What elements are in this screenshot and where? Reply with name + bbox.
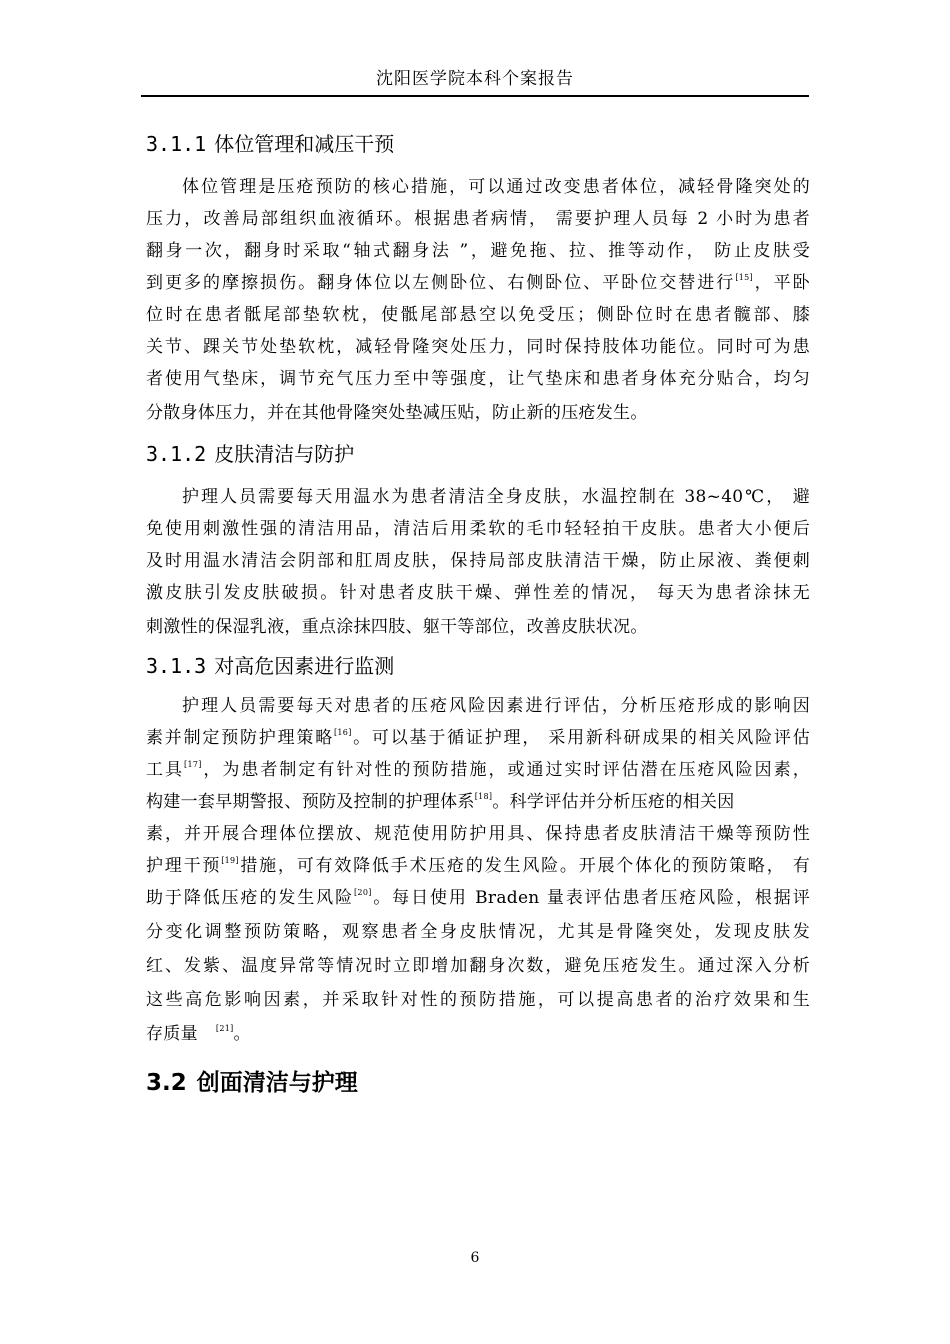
paragraph-line: 分散身体压力，并在其他骨隆突处垫减压贴，防止新的压疮发生。 xyxy=(146,403,648,423)
citation: [17] xyxy=(184,760,202,769)
citation: [15] xyxy=(735,273,753,282)
citation: [18] xyxy=(474,792,493,801)
section-title: 创面清洁与护理 xyxy=(196,1070,358,1096)
citation: [16] xyxy=(334,728,352,737)
paragraph-line: 者使用气垫床，调节充气压力至中等强度，让气垫床和患者身体充分贴合，均匀 xyxy=(146,369,810,389)
paragraph-line: 这些高危影响因素，并采取针对性的预防措施，可以提高患者的治疗效果和生 xyxy=(146,990,810,1010)
paragraph-line xyxy=(146,1019,810,1044)
paragraph-line: 护理人员需要每天对患者的压疮风险因素进行评估，分析压疮形成的影响因 xyxy=(182,696,810,716)
section-title: 皮肤清洁与防护 xyxy=(214,442,355,466)
paragraph-line: 护理人员需要每天用温水为患者清洁全身皮肤，水温控制在 38~40℃， 避 xyxy=(182,487,810,507)
line-text: 素并制定预防护理策略 xyxy=(146,728,334,748)
section-heading-3-1-2 xyxy=(146,438,354,467)
section-number: 3.1.1 xyxy=(146,132,207,156)
line-text: 助于降低压疮的发生风险 xyxy=(146,888,355,908)
section-number: 3.1.2 xyxy=(146,442,207,466)
line-text: 。科学评估并分析压疮的相关因 xyxy=(492,792,735,812)
page-header: 沈阳医学院本科个案报告 xyxy=(376,69,574,89)
line-text: 到更多的摩擦损伤。翻身体位以左侧卧位、右侧卧位、平卧位交替进行 xyxy=(146,273,736,293)
paragraph-line: 免使用刺激性强的清洁用品，清洁后用柔软的毛巾轻轻拍干皮肤。患者大小便后 xyxy=(146,519,810,539)
paragraph-line xyxy=(146,787,810,812)
section-number: 3.2 xyxy=(146,1070,187,1096)
citation: [20] xyxy=(354,888,372,897)
line-text: 。 xyxy=(233,1024,251,1044)
section-heading-3-2 xyxy=(146,1064,358,1097)
paragraph-line: 及时用温水清洁会阴部和肛周皮肤，保持局部皮肤清洁干燥，防止尿液、粪便刺 xyxy=(146,551,810,571)
section-number: 3.1.3 xyxy=(146,654,207,678)
paragraph-line: 激皮肤引发皮肤破损。针对患者皮肤干燥、弹性差的情况， 每天为患者涂抹无 xyxy=(146,583,810,603)
line-text: 护理干预 xyxy=(146,856,222,876)
paragraph-line: 体位管理是压疮预防的核心措施，可以通过改变患者体位，减轻骨隆突处的 xyxy=(182,177,810,197)
line-text: 。每日使用 Braden 量表评估患者压疮风险，根据评 xyxy=(371,888,810,908)
paragraph-line xyxy=(146,883,810,908)
citation: [21] xyxy=(215,1024,234,1033)
paragraph-line: 压力，改善局部组织血液循环。根据患者病情， 需要护理人员每 2 小时为患者 xyxy=(146,209,810,229)
paragraph-line xyxy=(146,723,810,748)
paragraph-line: 翻身一次，翻身时采取“轴式翻身法 ”，避免拖、拉、推等动作， 防止皮肤受 xyxy=(146,241,810,261)
section-title: 对高危因素进行监测 xyxy=(214,654,395,678)
header-rule xyxy=(141,95,809,97)
section-heading-3-1-3 xyxy=(146,650,394,679)
paragraph-line: 红、发紫、温度异常等情况时立即增加翻身次数，避免压疮发生。通过深入分析 xyxy=(146,956,810,976)
line-text: 。可以基于循证护理， 采用新科研成果的相关风险评估 xyxy=(351,728,811,748)
section-title: 体位管理和减压干预 xyxy=(214,132,395,156)
paragraph-line: 刺激性的保湿乳液，重点涂抹四肢、躯干等部位，改善皮肤状况。 xyxy=(146,617,648,637)
citation: [19] xyxy=(221,856,239,865)
line-text: 构建一套早期警报、预防及控制的护理体系 xyxy=(146,792,475,812)
paragraph-line: 位时在患者骶尾部垫软枕，使骶尾部悬空以免受压；侧卧位时在患者髋部、膝 xyxy=(146,305,810,325)
page-number: 6 xyxy=(470,1250,480,1266)
paragraph-line: 关节、踝关节处垫软枕，减轻骨隆突处压力，同时保持肢体功能位。同时可为患 xyxy=(146,337,810,357)
paragraph-line: 分变化调整预防策略，观察患者全身皮肤情况，尤其是骨隆突处，发现皮肤发 xyxy=(146,922,810,942)
paragraph-line: 素，并开展合理体位摆放、规范使用防护用具、保持患者皮肤清洁干燥等预防性 xyxy=(146,824,810,844)
paragraph-line xyxy=(146,755,810,780)
line-text: 工具 xyxy=(146,760,185,780)
line-text: ，平卧 xyxy=(752,273,810,293)
line-text: 措施，可有效降低手术压疮的发生风险。开展个体化的预防策略， 有 xyxy=(238,856,811,876)
section-heading-3-1-1 xyxy=(146,128,394,157)
line-text: 存质量 xyxy=(146,1024,198,1044)
paragraph-line xyxy=(146,268,810,293)
paragraph-line xyxy=(146,851,810,876)
line-text: ，为患者制定有针对性的预防措施，或通过实时评估潜在压疮风险因素， xyxy=(201,760,810,780)
